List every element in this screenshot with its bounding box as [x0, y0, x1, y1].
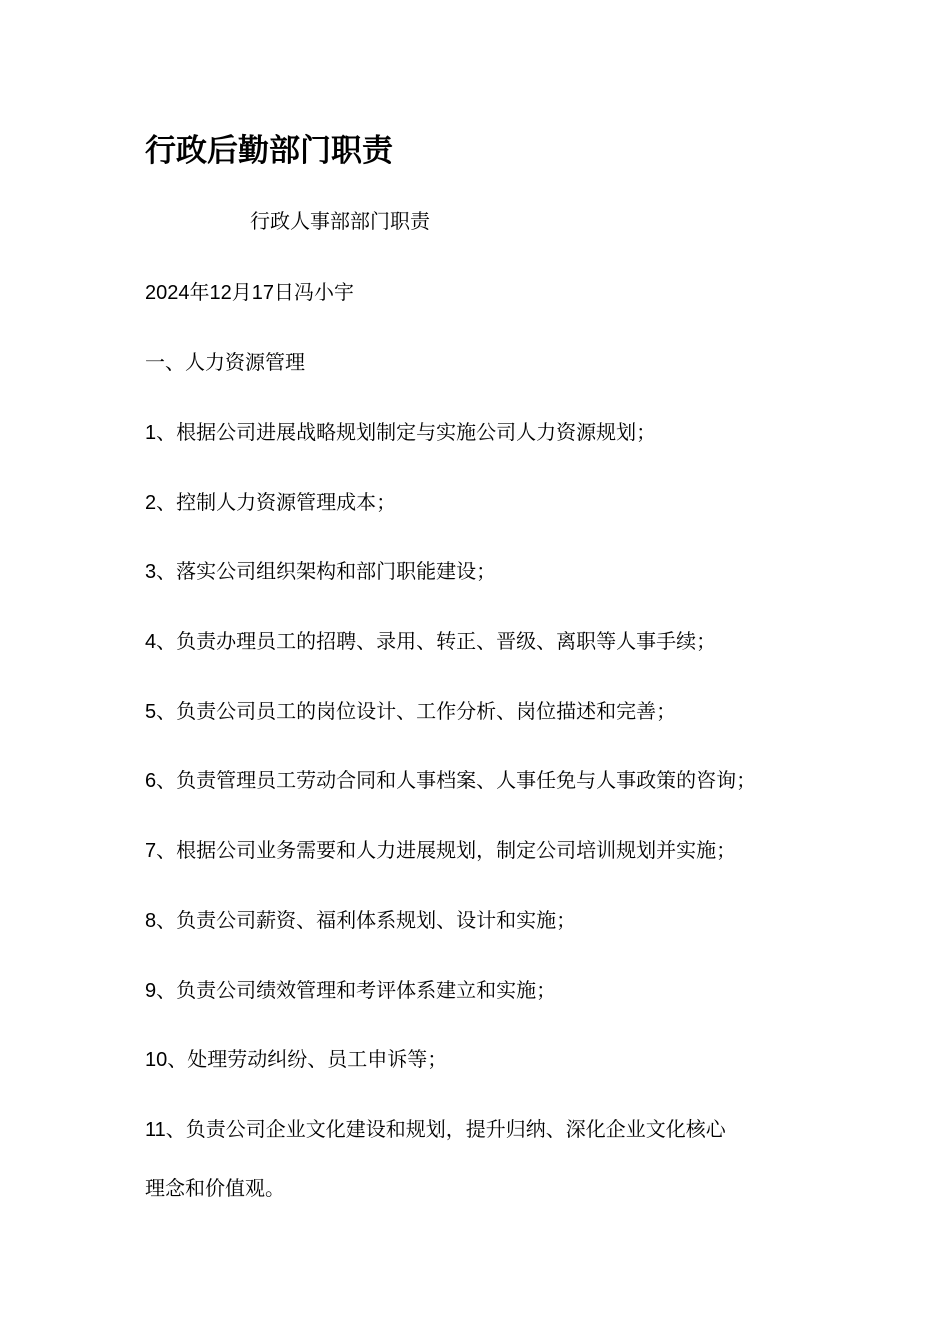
list-item-text: 、处理劳动纠纷、员工申诉等； [167, 1047, 448, 1071]
list-item-number: 2 [145, 492, 157, 514]
date-author-line [145, 278, 354, 307]
list-item-text: 、负责公司企业文化建设和规划，提升归纳、深化企业文化核心 [165, 1117, 726, 1141]
list-item-text: 、负责公司绩效管理和考评体系建立和实施； [156, 978, 557, 1002]
list-item [145, 1115, 726, 1144]
list-item [145, 627, 716, 656]
list-item-text: 、根据公司业务需要和人力进展规划，制定公司培训规划并实施； [156, 838, 737, 862]
list-item-text: 、负责办理员工的招聘、录用、转正、晋级、离职等人事手续； [156, 629, 717, 653]
section-heading: 一、人力资源管理 [145, 350, 305, 374]
list-item-continuation: 理念和价值观。 [145, 1176, 285, 1200]
list-item-number: 10 [145, 1049, 168, 1071]
list-item-text: 、负责管理员工劳动合同和人事档案、人事任免与人事政策的咨询； [156, 768, 757, 792]
list-item [145, 557, 496, 586]
list-item-text: 、落实公司组织架构和部门职能建设； [156, 559, 497, 583]
list-item [145, 697, 676, 726]
date-day: 17 [251, 282, 274, 304]
date-year-unit: 年 [189, 280, 210, 304]
list-item [145, 766, 756, 795]
list-item-text: 、控制人力资源管理成本； [156, 490, 397, 514]
list-item-number: 9 [145, 980, 157, 1002]
list-item-number: 3 [145, 561, 157, 583]
list-item [145, 418, 656, 447]
document-subtitle: 行政人事部部门职责 [250, 209, 430, 233]
list-item [145, 906, 576, 935]
date-day-unit-author: 日冯小宇 [274, 280, 354, 304]
list-item-text: 、负责公司薪资、福利体系规划、设计和实施； [156, 908, 577, 932]
list-item-number: 7 [145, 840, 157, 862]
list-item-text: 、根据公司进展战略规划制定与实施公司人力资源规划； [156, 420, 657, 444]
list-item-number: 8 [145, 910, 157, 932]
list-item-number: 1 [145, 422, 157, 444]
list-item-number: 6 [145, 770, 157, 792]
list-item-number: 5 [145, 701, 157, 723]
list-item-text: 、负责公司员工的岗位设计、工作分析、岗位描述和完善； [156, 699, 677, 723]
date-month: 12 [209, 282, 232, 304]
list-item-number: 4 [145, 631, 157, 653]
list-item [145, 488, 396, 517]
document-title: 行政后勤部门职责 [145, 133, 393, 169]
list-item [145, 976, 556, 1005]
list-item [145, 1045, 447, 1074]
date-month-unit: 月 [231, 280, 252, 304]
date-year: 2024 [145, 282, 190, 304]
list-item-number: 11 [145, 1119, 166, 1141]
list-item [145, 836, 736, 865]
